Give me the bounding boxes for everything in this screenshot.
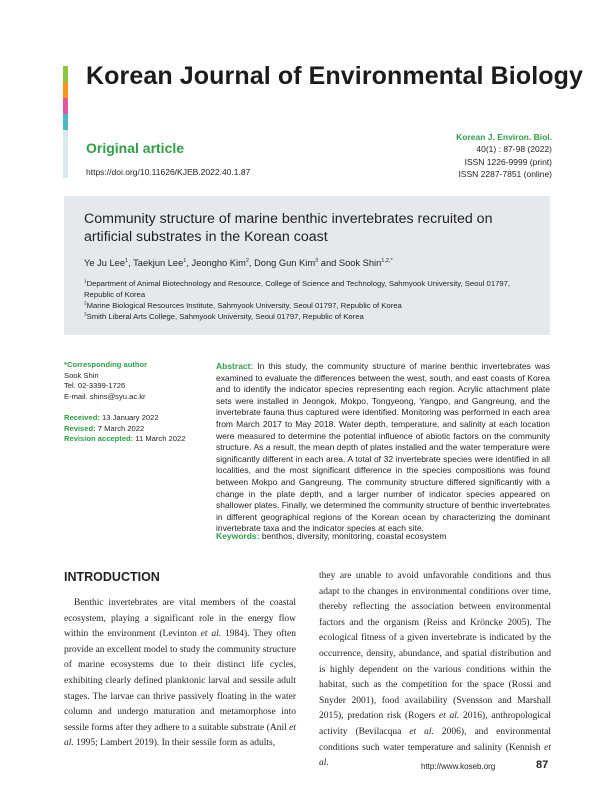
doi-link[interactable]: https://doi.org/10.11626/KJEB.2022.40.1.87: [86, 167, 251, 177]
accent-bar-light: [63, 130, 68, 178]
corresponding-author-email[interactable]: E-mail. shins@syu.ac.kr: [64, 391, 146, 401]
abstract-text: In this study, the community structure of marine benthic invertebrates was examined to evaluate the differences between the west, south, and east coasts of Korea and to identify the indicator species representing each region. Acrylic attachment plate sets were installed in Jeongok, Mokpo, Tongyeong, Yangpo, and Gangreung, and the invertebrate fauna thus captured were identified. Monitoring was performed in each area from March 2017 to May 2018. Water depth, temperature, and salinity at each location were measured to determine the potential influence of abiotic factors on the community structure. As a result, the mean depth of plates installed and the water temperature were significantly different in each area. A total of 32 invertebrate species were identified in all localities, and the most significant difference in the species compositions was found between Mokpo and Gangreung. The community structure differed significantly with a change in the plate depth, and a larger number of indicator species appeared on shallower plates. Finally, we determined the community structure of benthic invertebrates in different geographical regions of the Korean ocean by characterizing the dominant invertebrate taxa and the indicator species at each site.: [216, 361, 550, 534]
accent-bar-orange: [63, 82, 68, 98]
author-affiliation-mark: 2: [245, 257, 249, 264]
accepted-label: Revision accepted:: [64, 434, 134, 444]
title-box: [64, 196, 550, 335]
journal-title: Korean Journal of Environmental Biology: [86, 62, 584, 90]
body-paragraph: they are unable to avoid unfavorable conditions and thus adapt to the changes in environmental conditions over time, thereby reflecting the association between environmental factors and the organism (Reiss and Kröncke 2005). The ecological fitness of a given invertebrate is indicated by the occurrence, density, abundance, and spatial distribution and is highly dependent on the various conditions within the habitat, such as the competition for the space (Rossi and Snyder 2001), food availability (Svensson and Marshall 2015), predation risk (Rogers et al. 2016), anthropological activity (Bevilacqua et al. 2006), and environmental conditions such water temperature and salinity (Kennish et al.: [319, 571, 552, 769]
body-paragraph: Benthic invertebrates are vital members of the coastal ecosystem, playing a significant role in the energy flow within the environment (Levinton et al. 1984). They often provide an excellent model to study the community structure of marine ecosystems due to their distinct life cycles, exhibiting clearly defined planktonic larval and sessile adult stages. The larvae can thrive passively floating in the water column and undergo maturation and metamorphose into sessile forms after they adhere to a suitable substrate (Anil et al. 1995; Lambert 2019). In their sessile form as adults,: [64, 598, 297, 749]
keywords-label: Keywords:: [216, 531, 260, 541]
corresponding-author-name: Sook Shin: [64, 370, 99, 380]
issn-print: ISSN 1226-9999 (print): [464, 156, 552, 167]
affiliation-list: [84, 278, 540, 322]
journal-meta: [456, 131, 552, 181]
revised-date: Revised: 7 March 2022: [64, 423, 145, 433]
accent-bar-green: [63, 66, 68, 82]
author-name: Sook Shin: [338, 258, 382, 268]
abstract-label: Abstract:: [216, 361, 254, 371]
keywords: [216, 531, 550, 541]
affiliation: $^1$Department of Animal Biotechnology and Resource, College of Science and Technology, Sahmyook University, Seoul 01797, Republic of Korea: [84, 278, 511, 299]
author-name: Ye Ju Lee: [84, 258, 126, 268]
abstract: [216, 361, 550, 535]
article-info-sidebar: [64, 360, 204, 445]
volume-pages: 40(1) : 87-98 (2022): [476, 144, 552, 155]
author-name: Jeongho Kim: [191, 258, 246, 268]
author-name: Dong Gun Kim: [254, 258, 316, 268]
section-heading: INTRODUCTION: [64, 570, 160, 584]
footer-url[interactable]: http://www.koseb.org: [421, 762, 496, 771]
author-list: Ye Ju Lee$^1$, Taekjun Lee$^1$, Jeongho Kim$^2$, Dong Gun Kim$^3$ and Sook Shin$^{1,2,*}$: [84, 257, 393, 268]
received-date: Received: 13 January 2022: [64, 412, 159, 422]
body-column-right: [319, 569, 551, 772]
page-number: 87: [536, 759, 549, 771]
author-name: Taekjun Lee: [133, 258, 184, 268]
issn-online: ISSN 2287-7851 (online): [458, 169, 552, 180]
affiliation: $^2$Marine Biological Resources Institute, Sahmyook University, Seoul 01797, Republic of Korea: [84, 300, 402, 310]
revised-label: Revised:: [64, 423, 96, 433]
accent-bar-teal: [63, 114, 68, 130]
author-affiliation-mark: 3: [315, 257, 319, 264]
author-affiliation-mark: 1: [125, 257, 129, 264]
journal-abbr: Korean J. Environ. Biol.: [456, 132, 552, 142]
author-affiliation-mark: 1: [183, 257, 187, 264]
affiliation: $^3$Smith Liberal Arts College, Sahmyook University, Seoul 01797, Republic of Korea: [84, 311, 364, 321]
author-affiliation-mark: 1,2,*: [381, 257, 393, 264]
accepted-date: Revision accepted: 11 March 2022: [64, 434, 186, 444]
article-type: Original article: [86, 140, 185, 156]
accent-bar-pink: [63, 98, 68, 114]
received-label: Received:: [64, 412, 100, 422]
body-column-left: [64, 596, 296, 752]
corresponding-author-tel: Tel. 02-3399-1726: [64, 381, 126, 391]
corresponding-author-label: *Corresponding author: [64, 360, 148, 369]
article-title: Community structure of marine benthic invertebrates recruited on artificial substrates in the Korean coast: [84, 211, 493, 245]
keywords-text: benthos, diversity, monitoring, coastal ecosystem: [261, 531, 447, 541]
